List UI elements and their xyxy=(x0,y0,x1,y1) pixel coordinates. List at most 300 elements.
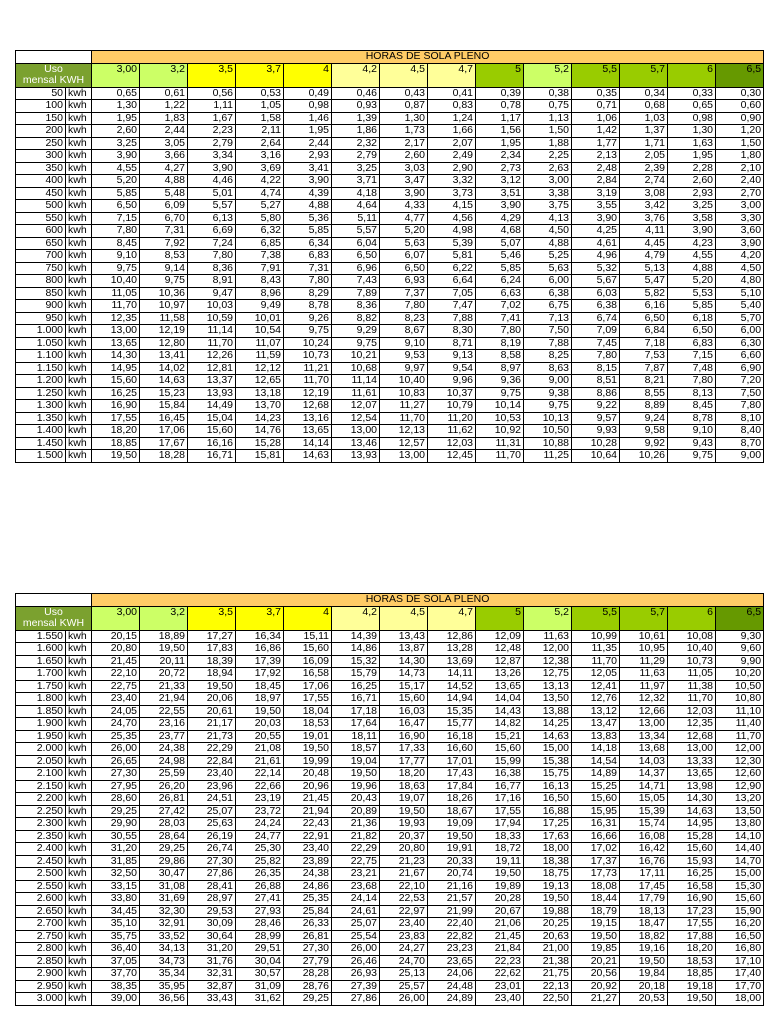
value-cell: 1,58 xyxy=(236,112,284,125)
value-cell: 18,57 xyxy=(332,743,380,756)
table-row xyxy=(16,805,764,818)
value-cell: 21,27 xyxy=(572,993,620,1006)
usage-kwh-cell: 2.600 xyxy=(16,893,66,906)
value-cell: 9,00 xyxy=(524,375,572,388)
value-cell: 15,99 xyxy=(476,755,524,768)
value-cell: 10,36 xyxy=(140,287,188,300)
value-cell: 14,54 xyxy=(572,755,620,768)
value-cell: 11,14 xyxy=(332,375,380,388)
usage-kwh-cell: 1.900 xyxy=(16,718,66,731)
value-cell: 10,40 xyxy=(380,375,428,388)
value-cell: 23,40 xyxy=(284,843,332,856)
solar-table-1 xyxy=(15,50,764,463)
value-cell: 12,87 xyxy=(476,655,524,668)
value-cell: 3,25 xyxy=(668,200,716,213)
value-cell: 2,28 xyxy=(668,162,716,175)
value-cell: 14,30 xyxy=(92,350,140,363)
value-cell: 9,26 xyxy=(284,312,332,325)
table-row xyxy=(16,693,764,706)
value-cell: 5,57 xyxy=(188,200,236,213)
value-cell: 10,40 xyxy=(668,643,716,656)
value-cell: 16,31 xyxy=(572,818,620,831)
value-cell: 2,48 xyxy=(572,162,620,175)
value-cell: 12,81 xyxy=(188,362,236,375)
value-cell: 0,90 xyxy=(716,112,764,125)
value-cell: 22,13 xyxy=(524,980,572,993)
value-cell: 20,18 xyxy=(620,980,668,993)
value-cell: 19,50 xyxy=(428,830,476,843)
hours-header-cell: 6 xyxy=(668,63,716,87)
hours-header-cell: 5,7 xyxy=(620,63,668,87)
value-cell: 4,55 xyxy=(668,250,716,263)
value-cell: 27,95 xyxy=(92,780,140,793)
value-cell: 32,87 xyxy=(188,980,236,993)
value-cell: 30,57 xyxy=(236,968,284,981)
value-cell: 5,20 xyxy=(380,225,428,238)
value-cell: 4,29 xyxy=(476,212,524,225)
value-cell: 0,98 xyxy=(668,112,716,125)
usage-kwh-cell: 1.950 xyxy=(16,730,66,743)
hours-header-cell: 6,5 xyxy=(716,606,764,630)
value-cell: 9,75 xyxy=(284,325,332,338)
value-cell: 11,63 xyxy=(524,630,572,643)
value-cell: 20,03 xyxy=(236,718,284,731)
value-cell: 10,50 xyxy=(716,680,764,693)
value-cell: 14,94 xyxy=(428,693,476,706)
value-cell: 15,17 xyxy=(380,680,428,693)
value-cell: 0,41 xyxy=(428,87,476,100)
value-cell: 5,27 xyxy=(236,200,284,213)
usage-kwh-cell: 400 xyxy=(16,175,66,188)
value-cell: 8,67 xyxy=(380,325,428,338)
value-cell: 5,85 xyxy=(668,300,716,313)
value-cell: 13,87 xyxy=(380,643,428,656)
unit-cell: kwh xyxy=(66,655,92,668)
unit-cell: kwh xyxy=(66,387,92,400)
usage-kwh-cell: 1.700 xyxy=(16,668,66,681)
unit-cell: kwh xyxy=(66,312,92,325)
value-cell: 26,81 xyxy=(140,793,188,806)
table-row xyxy=(16,287,764,300)
value-cell: 5,01 xyxy=(188,187,236,200)
value-cell: 0,71 xyxy=(572,100,620,113)
value-cell: 11,62 xyxy=(428,425,476,438)
value-cell: 10,14 xyxy=(476,400,524,413)
value-cell: 14,63 xyxy=(284,450,332,463)
table-row xyxy=(16,680,764,693)
table-row xyxy=(16,175,764,188)
value-cell: 35,10 xyxy=(92,918,140,931)
value-cell: 8,70 xyxy=(716,437,764,450)
value-cell: 16,88 xyxy=(524,805,572,818)
value-cell: 16,08 xyxy=(620,830,668,843)
value-cell: 11,05 xyxy=(668,668,716,681)
value-cell: 5,39 xyxy=(428,237,476,250)
hours-header-cell: 5,2 xyxy=(524,63,572,87)
value-cell: 1,56 xyxy=(476,125,524,138)
usage-kwh-cell: 2.300 xyxy=(16,818,66,831)
value-cell: 6,50 xyxy=(380,262,428,275)
hours-header-cell: 5,5 xyxy=(572,63,620,87)
value-cell: 1,11 xyxy=(188,100,236,113)
value-cell: 1,67 xyxy=(188,112,236,125)
value-cell: 1,24 xyxy=(428,112,476,125)
hours-header-cell: 5,7 xyxy=(620,606,668,630)
value-cell: 30,55 xyxy=(92,830,140,843)
usage-kwh-cell: 2.750 xyxy=(16,930,66,943)
value-cell: 7,43 xyxy=(332,275,380,288)
value-cell: 7,80 xyxy=(572,350,620,363)
value-cell: 24,06 xyxy=(428,968,476,981)
value-cell: 13,47 xyxy=(572,718,620,731)
value-cell: 1,77 xyxy=(572,137,620,150)
value-cell: 21,61 xyxy=(236,755,284,768)
value-cell: 19,91 xyxy=(428,843,476,856)
value-cell: 0,60 xyxy=(716,100,764,113)
table-row xyxy=(16,905,764,918)
unit-cell: kwh xyxy=(66,450,92,463)
value-cell: 7,53 xyxy=(620,350,668,363)
value-cell: 26,88 xyxy=(236,880,284,893)
value-cell: 23,40 xyxy=(380,918,428,931)
value-cell: 11,70 xyxy=(572,655,620,668)
unit-cell: kwh xyxy=(66,843,92,856)
value-cell: 16,38 xyxy=(476,768,524,781)
value-cell: 3,03 xyxy=(380,162,428,175)
unit-cell: kwh xyxy=(66,87,92,100)
value-cell: 16,47 xyxy=(380,718,428,731)
usage-kwh-cell: 2.350 xyxy=(16,830,66,843)
usage-kwh-cell: 2.150 xyxy=(16,780,66,793)
usage-kwh-cell: 2.850 xyxy=(16,955,66,968)
table-row xyxy=(16,943,764,956)
value-cell: 4,88 xyxy=(284,200,332,213)
value-cell: 23,40 xyxy=(92,693,140,706)
value-cell: 2,64 xyxy=(236,137,284,150)
value-cell: 24,27 xyxy=(380,943,428,956)
unit-cell: kwh xyxy=(66,768,92,781)
value-cell: 22,10 xyxy=(380,880,428,893)
value-cell: 20,63 xyxy=(524,930,572,943)
value-cell: 11,38 xyxy=(668,680,716,693)
value-cell: 19,50 xyxy=(284,743,332,756)
value-cell: 1,95 xyxy=(284,125,332,138)
value-cell: 21,06 xyxy=(476,918,524,931)
usage-kwh-cell: 1.550 xyxy=(16,630,66,643)
value-cell: 29,86 xyxy=(140,855,188,868)
value-cell: 16,71 xyxy=(332,693,380,706)
value-cell: 13,00 xyxy=(620,718,668,731)
value-cell: 18,28 xyxy=(140,450,188,463)
value-cell: 18,97 xyxy=(236,693,284,706)
value-cell: 11,25 xyxy=(524,450,572,463)
value-cell: 16,66 xyxy=(572,830,620,843)
value-cell: 17,83 xyxy=(188,643,236,656)
value-cell: 8,13 xyxy=(668,387,716,400)
value-cell: 17,55 xyxy=(668,918,716,931)
value-cell: 18,04 xyxy=(284,705,332,718)
value-cell: 29,25 xyxy=(284,993,332,1006)
value-cell: 4,88 xyxy=(668,262,716,275)
value-cell: 7,05 xyxy=(428,287,476,300)
header-blank-cell xyxy=(16,51,92,64)
value-cell: 8,36 xyxy=(332,300,380,313)
value-cell: 24,70 xyxy=(380,955,428,968)
table-row xyxy=(16,743,764,756)
value-cell: 18,79 xyxy=(572,905,620,918)
value-cell: 17,84 xyxy=(428,780,476,793)
value-cell: 20,06 xyxy=(188,693,236,706)
value-cell: 5,47 xyxy=(620,275,668,288)
value-cell: 8,23 xyxy=(380,312,428,325)
value-cell: 13,13 xyxy=(524,680,572,693)
value-cell: 18,72 xyxy=(476,843,524,856)
value-cell: 19,16 xyxy=(620,943,668,956)
value-cell: 2,63 xyxy=(524,162,572,175)
value-cell: 19,50 xyxy=(524,893,572,906)
unit-cell: kwh xyxy=(66,980,92,993)
value-cell: 2,70 xyxy=(716,187,764,200)
value-cell: 1,06 xyxy=(572,112,620,125)
value-cell: 3,05 xyxy=(140,137,188,150)
value-cell: 15,60 xyxy=(188,425,236,438)
value-cell: 9,96 xyxy=(428,375,476,388)
value-cell: 5,36 xyxy=(284,212,332,225)
value-cell: 24,51 xyxy=(188,793,236,806)
value-cell: 0,56 xyxy=(188,87,236,100)
value-cell: 7,88 xyxy=(428,312,476,325)
value-cell: 8,78 xyxy=(284,300,332,313)
value-cell: 26,00 xyxy=(332,943,380,956)
value-cell: 22,29 xyxy=(332,843,380,856)
value-cell: 0,68 xyxy=(620,100,668,113)
value-cell: 2,49 xyxy=(428,150,476,163)
value-cell: 7,09 xyxy=(572,325,620,338)
value-cell: 0,30 xyxy=(716,87,764,100)
value-cell: 12,35 xyxy=(668,718,716,731)
value-cell: 24,48 xyxy=(428,980,476,993)
value-cell: 0,35 xyxy=(572,87,620,100)
value-cell: 11,21 xyxy=(284,362,332,375)
value-cell: 4,55 xyxy=(92,162,140,175)
value-cell: 6,24 xyxy=(476,275,524,288)
value-cell: 3,90 xyxy=(668,225,716,238)
unit-cell: kwh xyxy=(66,955,92,968)
value-cell: 20,89 xyxy=(332,805,380,818)
value-cell: 18,38 xyxy=(524,855,572,868)
value-cell: 15,95 xyxy=(572,805,620,818)
value-cell: 7,31 xyxy=(284,262,332,275)
table-row xyxy=(16,350,764,363)
value-cell: 6,50 xyxy=(92,200,140,213)
value-cell: 15,77 xyxy=(428,718,476,731)
value-cell: 4,74 xyxy=(236,187,284,200)
value-cell: 3,00 xyxy=(716,200,764,213)
value-cell: 2,17 xyxy=(380,137,428,150)
value-cell: 24,89 xyxy=(428,993,476,1006)
value-cell: 8,21 xyxy=(620,375,668,388)
value-cell: 6,00 xyxy=(716,325,764,338)
table-row xyxy=(16,425,764,438)
value-cell: 5,11 xyxy=(332,212,380,225)
value-cell: 20,28 xyxy=(476,893,524,906)
value-cell: 16,77 xyxy=(476,780,524,793)
value-cell: 11,70 xyxy=(92,300,140,313)
value-cell: 33,15 xyxy=(92,880,140,893)
value-cell: 11,63 xyxy=(620,668,668,681)
value-cell: 2,39 xyxy=(620,162,668,175)
value-cell: 3,60 xyxy=(716,225,764,238)
value-cell: 20,61 xyxy=(188,705,236,718)
value-cell: 16,25 xyxy=(332,680,380,693)
value-cell: 26,65 xyxy=(92,755,140,768)
value-cell: 0,38 xyxy=(524,87,572,100)
value-cell: 10,92 xyxy=(476,425,524,438)
header-title-row xyxy=(16,594,764,607)
value-cell: 10,59 xyxy=(188,312,236,325)
value-cell: 10,83 xyxy=(380,387,428,400)
value-cell: 32,31 xyxy=(188,968,236,981)
unit-cell: kwh xyxy=(66,425,92,438)
value-cell: 12,26 xyxy=(188,350,236,363)
value-cell: 10,08 xyxy=(668,630,716,643)
value-cell: 12,13 xyxy=(380,425,428,438)
hours-header-cell: 3,2 xyxy=(140,63,188,87)
value-cell: 19,50 xyxy=(236,705,284,718)
value-cell: 16,42 xyxy=(620,843,668,856)
value-cell: 20,15 xyxy=(92,630,140,643)
value-cell: 19,50 xyxy=(668,993,716,1006)
value-cell: 11,35 xyxy=(572,643,620,656)
value-cell: 4,46 xyxy=(188,175,236,188)
value-cell: 24,77 xyxy=(236,830,284,843)
value-cell: 19,84 xyxy=(620,968,668,981)
value-cell: 16,86 xyxy=(236,643,284,656)
usage-kwh-cell: 1.600 xyxy=(16,643,66,656)
value-cell: 5,85 xyxy=(284,225,332,238)
value-cell: 34,73 xyxy=(140,955,188,968)
usage-kwh-cell: 1.250 xyxy=(16,387,66,400)
uso-header xyxy=(16,606,92,630)
value-cell: 27,39 xyxy=(332,980,380,993)
value-cell: 20,25 xyxy=(524,918,572,931)
value-cell: 7,89 xyxy=(332,287,380,300)
value-cell: 18,26 xyxy=(428,793,476,806)
value-cell: 28,99 xyxy=(236,930,284,943)
value-cell: 9,00 xyxy=(716,450,764,463)
table-row xyxy=(16,918,764,931)
value-cell: 26,93 xyxy=(332,968,380,981)
value-cell: 26,20 xyxy=(140,780,188,793)
value-cell: 9,47 xyxy=(188,287,236,300)
value-cell: 17,70 xyxy=(716,980,764,993)
value-cell: 14,43 xyxy=(476,705,524,718)
value-cell: 28,41 xyxy=(188,880,236,893)
value-cell: 17,55 xyxy=(284,693,332,706)
unit-cell: kwh xyxy=(66,630,92,643)
value-cell: 23,96 xyxy=(188,780,236,793)
value-cell: 31,20 xyxy=(92,843,140,856)
uso-header xyxy=(16,63,92,87)
value-cell: 31,76 xyxy=(188,955,236,968)
value-cell: 11,70 xyxy=(380,412,428,425)
value-cell: 1,86 xyxy=(332,125,380,138)
value-cell: 17,33 xyxy=(380,743,428,756)
value-cell: 9,49 xyxy=(236,300,284,313)
value-cell: 7,80 xyxy=(284,275,332,288)
value-cell: 4,96 xyxy=(572,250,620,263)
value-cell: 13,16 xyxy=(284,412,332,425)
value-cell: 13,69 xyxy=(428,655,476,668)
value-cell: 4,88 xyxy=(524,237,572,250)
value-cell: 8,10 xyxy=(716,412,764,425)
value-cell: 17,94 xyxy=(476,818,524,831)
value-cell: 9,13 xyxy=(428,350,476,363)
value-cell: 20,74 xyxy=(428,868,476,881)
value-cell: 11,10 xyxy=(716,705,764,718)
unit-cell: kwh xyxy=(66,225,92,238)
unit-cell: kwh xyxy=(66,375,92,388)
table-row xyxy=(16,262,764,275)
value-cell: 12,65 xyxy=(236,375,284,388)
value-cell: 9,60 xyxy=(716,643,764,656)
value-cell: 22,75 xyxy=(332,855,380,868)
value-cell: 19,18 xyxy=(668,980,716,993)
usage-kwh-cell: 1.300 xyxy=(16,400,66,413)
value-cell: 18,39 xyxy=(188,655,236,668)
value-cell: 10,53 xyxy=(476,412,524,425)
value-cell: 10,03 xyxy=(188,300,236,313)
value-cell: 17,01 xyxy=(428,755,476,768)
value-cell: 27,42 xyxy=(140,805,188,818)
value-cell: 22,29 xyxy=(188,743,236,756)
value-cell: 21,17 xyxy=(188,718,236,731)
value-cell: 9,75 xyxy=(332,337,380,350)
value-cell: 1,30 xyxy=(668,125,716,138)
value-cell: 4,25 xyxy=(572,225,620,238)
value-cell: 10,88 xyxy=(524,437,572,450)
value-cell: 10,61 xyxy=(620,630,668,643)
value-cell: 16,09 xyxy=(284,655,332,668)
value-cell: 9,54 xyxy=(428,362,476,375)
value-cell: 13,83 xyxy=(572,730,620,743)
value-cell: 6,07 xyxy=(380,250,428,263)
value-cell: 2,13 xyxy=(572,150,620,163)
value-cell: 6,75 xyxy=(524,300,572,313)
value-cell: 26,46 xyxy=(332,955,380,968)
usage-kwh-cell: 2.650 xyxy=(16,905,66,918)
usage-kwh-cell: 2.550 xyxy=(16,880,66,893)
value-cell: 24,38 xyxy=(140,743,188,756)
value-cell: 15,79 xyxy=(332,668,380,681)
value-cell: 0,87 xyxy=(380,100,428,113)
value-cell: 19,15 xyxy=(572,918,620,931)
usage-kwh-cell: 700 xyxy=(16,250,66,263)
value-cell: 31,62 xyxy=(236,993,284,1006)
unit-cell: kwh xyxy=(66,175,92,188)
table-row xyxy=(16,325,764,338)
value-cell: 14,23 xyxy=(236,412,284,425)
value-cell: 12,38 xyxy=(524,655,572,668)
value-cell: 11,70 xyxy=(188,337,236,350)
value-cell: 6,84 xyxy=(620,325,668,338)
value-cell: 3,66 xyxy=(140,150,188,163)
value-cell: 7,47 xyxy=(428,300,476,313)
value-cell: 11,40 xyxy=(716,718,764,731)
value-cell: 13,37 xyxy=(188,375,236,388)
unit-cell: kwh xyxy=(66,400,92,413)
value-cell: 10,20 xyxy=(716,668,764,681)
